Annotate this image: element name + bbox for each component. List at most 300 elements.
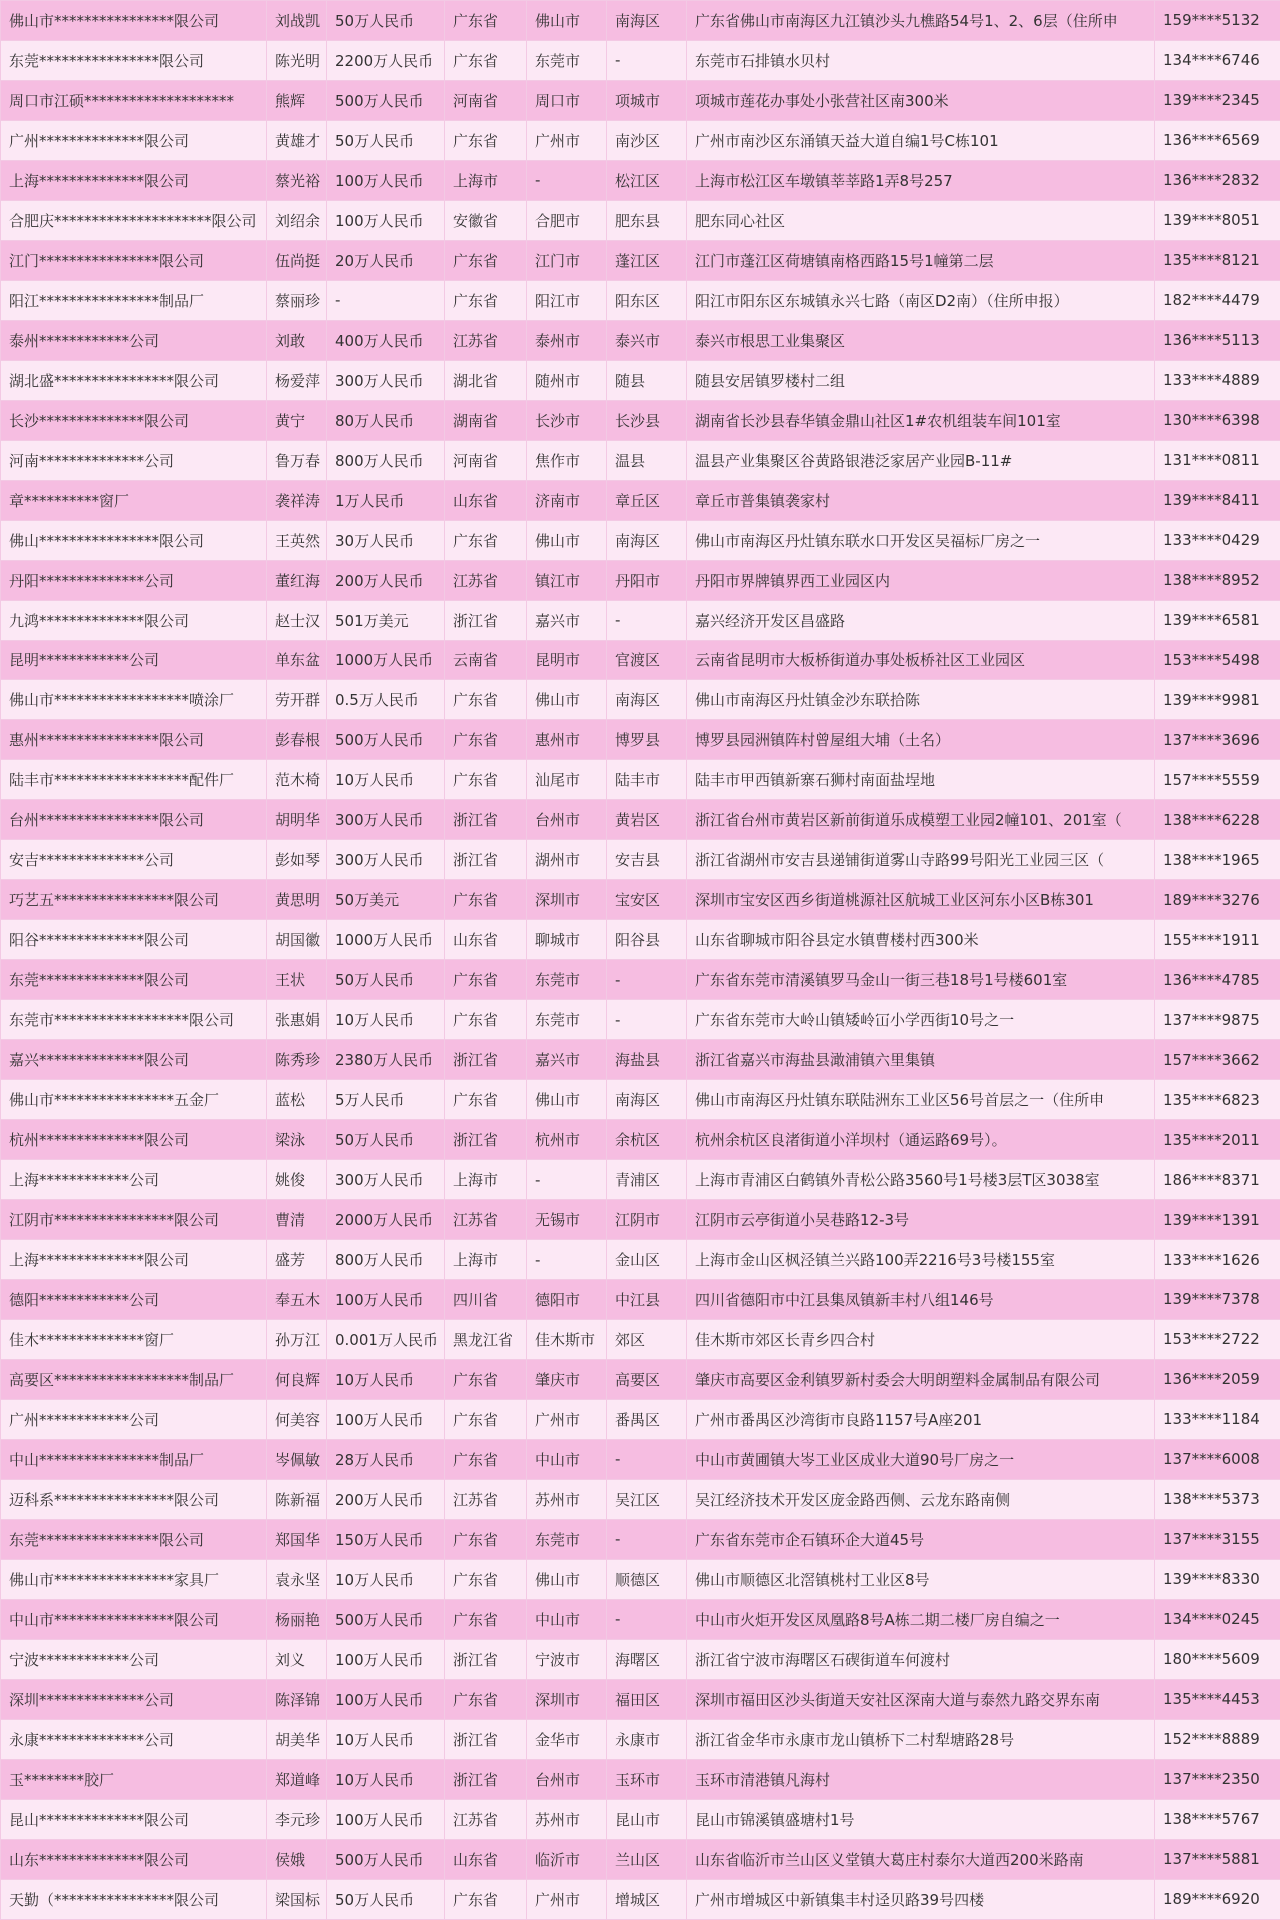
address-cell: 温县产业集聚区谷黄路银港泛家居产业园B-11# [687,440,1155,480]
registered-capital-cell: 5万人民币 [327,1080,445,1120]
province-cell: 广东省 [445,1519,527,1559]
legal-person-cell: 袁永坚 [267,1559,327,1599]
company-name-cell: 昆山**************限公司 [1,1799,267,1839]
district-cell: 中江县 [607,1280,687,1320]
district-cell: 永康市 [607,1719,687,1759]
district-cell: 长沙县 [607,400,687,440]
city-cell: 苏州市 [527,1479,607,1519]
address-cell: 广州市番禺区沙湾街市良路1157号A座201 [687,1399,1155,1439]
registered-capital-cell: - [327,280,445,320]
registered-capital-cell: 400万人民币 [327,320,445,360]
city-cell: 深圳市 [527,880,607,920]
province-cell: 广东省 [445,520,527,560]
district-cell: 温县 [607,440,687,480]
registered-capital-cell: 10万人民币 [327,1719,445,1759]
address-cell: 深圳市福田区沙头街道天安社区深南大道与泰然九路交界东南 [687,1679,1155,1719]
phone-cell: 135****2011 [1155,1120,1280,1160]
phone-cell: 139****1391 [1155,1200,1280,1240]
phone-cell: 189****6920 [1155,1879,1280,1919]
legal-person-cell: 黄宁 [267,400,327,440]
city-cell: 台州市 [527,800,607,840]
legal-person-cell: 杨丽艳 [267,1599,327,1639]
address-cell: 上海市金山区枫泾镇兰兴路100弄2216号3号楼155室 [687,1240,1155,1280]
province-cell: 浙江省 [445,1639,527,1679]
address-cell: 湖南省长沙县春华镇金鼎山社区1#农机组装车间101室 [687,400,1155,440]
province-cell: 广东省 [445,280,527,320]
province-cell: 广东省 [445,1399,527,1439]
table-row [1,520,1280,560]
registered-capital-cell: 28万人民币 [327,1439,445,1479]
province-cell: 上海市 [445,1160,527,1200]
city-cell: 聊城市 [527,920,607,960]
table-row [1,1240,1280,1280]
phone-cell: 139****9981 [1155,680,1280,720]
city-cell: 苏州市 [527,1799,607,1839]
legal-person-cell: 陈光明 [267,40,327,80]
company-name-cell: 佛山市******************喷涂厂 [1,680,267,720]
district-cell: 陆丰市 [607,760,687,800]
district-cell: 南海区 [607,680,687,720]
address-cell: 博罗县园洲镇阵村曾屋组大埔（土名） [687,720,1155,760]
district-cell: 海盐县 [607,1040,687,1080]
city-cell: 肇庆市 [527,1359,607,1399]
address-cell: 泰兴市根思工业集聚区 [687,320,1155,360]
province-cell: 黑龙江省 [445,1319,527,1359]
company-name-cell: 上海************公司 [1,1160,267,1200]
district-cell: - [607,1519,687,1559]
city-cell: 泰州市 [527,320,607,360]
province-cell: 安徽省 [445,200,527,240]
phone-cell: 138****5767 [1155,1799,1280,1839]
company-name-cell: 佛山市****************五金厂 [1,1080,267,1120]
registered-capital-cell: 50万人民币 [327,1120,445,1160]
registered-capital-cell: 100万人民币 [327,160,445,200]
table-row [1,1359,1280,1399]
address-cell: 佛山市顺德区北滘镇桃村工业区8号 [687,1559,1155,1599]
legal-person-cell: 陈秀珍 [267,1040,327,1080]
company-name-cell: 阳谷**************限公司 [1,920,267,960]
table-row [1,600,1280,640]
table-row [1,720,1280,760]
company-name-cell: 上海**************限公司 [1,160,267,200]
legal-person-cell: 单东盆 [267,640,327,680]
province-cell: 浙江省 [445,1719,527,1759]
address-cell: 深圳市宝安区西乡街道桃源社区航城工业区河东小区B栋301 [687,880,1155,920]
address-cell: 中山市火炬开发区凤凰路8号A栋二期二楼厂房自编之一 [687,1599,1155,1639]
registered-capital-cell: 300万人民币 [327,1160,445,1200]
legal-person-cell: 张惠娟 [267,1000,327,1040]
company-name-cell: 宁波************公司 [1,1639,267,1679]
table-row [1,1160,1280,1200]
company-name-cell: 佛山市****************限公司 [1,1,267,41]
registered-capital-cell: 200万人民币 [327,1479,445,1519]
address-cell: 山东省临沂市兰山区义堂镇大葛庄村泰尔大道西200米路南 [687,1839,1155,1879]
table-row [1,1319,1280,1359]
phone-cell: 131****0811 [1155,440,1280,480]
city-cell: 合肥市 [527,200,607,240]
phone-cell: 130****6398 [1155,400,1280,440]
company-name-cell: 中山****************制品厂 [1,1439,267,1479]
registered-capital-cell: 2200万人民币 [327,40,445,80]
address-cell: 上海市松江区车墩镇莘莘路1弄8号257 [687,160,1155,200]
city-cell: 深圳市 [527,1679,607,1719]
phone-cell: 186****8371 [1155,1160,1280,1200]
district-cell: 丹阳市 [607,560,687,600]
city-cell: - [527,1160,607,1200]
province-cell: 河南省 [445,80,527,120]
province-cell: 广东省 [445,120,527,160]
table-row [1,1599,1280,1639]
province-cell: 广东省 [445,1359,527,1399]
city-cell: 嘉兴市 [527,1040,607,1080]
province-cell: 广东省 [445,1599,527,1639]
phone-cell: 136****2059 [1155,1359,1280,1399]
phone-cell: 139****2345 [1155,80,1280,120]
district-cell: 吴江区 [607,1479,687,1519]
district-cell: 黄岩区 [607,800,687,840]
province-cell: 河南省 [445,440,527,480]
table-row [1,1040,1280,1080]
registered-capital-cell: 300万人民币 [327,800,445,840]
province-cell: 山东省 [445,480,527,520]
registered-capital-cell: 150万人民币 [327,1519,445,1559]
legal-person-cell: 何美容 [267,1399,327,1439]
phone-cell: 155****1911 [1155,920,1280,960]
district-cell: - [607,40,687,80]
legal-person-cell: 胡美华 [267,1719,327,1759]
table-row [1,640,1280,680]
registered-capital-cell: 500万人民币 [327,1599,445,1639]
province-cell: 浙江省 [445,800,527,840]
city-cell: 中山市 [527,1599,607,1639]
city-cell: 佛山市 [527,1559,607,1599]
district-cell: 玉环市 [607,1759,687,1799]
registered-capital-cell: 100万人民币 [327,1280,445,1320]
province-cell: 广东省 [445,1080,527,1120]
city-cell: 济南市 [527,480,607,520]
phone-cell: 153****5498 [1155,640,1280,680]
company-name-cell: 深圳**************公司 [1,1679,267,1719]
province-cell: 江苏省 [445,320,527,360]
address-cell: 嘉兴经济开发区昌盛路 [687,600,1155,640]
city-cell: 江门市 [527,240,607,280]
legal-person-cell: 何良辉 [267,1359,327,1399]
table-row [1,1839,1280,1879]
company-name-cell: 东莞****************限公司 [1,1519,267,1559]
province-cell: 广东省 [445,760,527,800]
phone-cell: 153****2722 [1155,1319,1280,1359]
district-cell: 顺德区 [607,1559,687,1599]
city-cell: 无锡市 [527,1200,607,1240]
district-cell: 随县 [607,360,687,400]
legal-person-cell: 劳开群 [267,680,327,720]
phone-cell: 137****6008 [1155,1439,1280,1479]
phone-cell: 138****5373 [1155,1479,1280,1519]
district-cell: 蓬江区 [607,240,687,280]
city-cell: 佛山市 [527,1,607,41]
phone-cell: 137****3696 [1155,720,1280,760]
company-name-cell: 山东**************限公司 [1,1839,267,1879]
registered-capital-cell: 10万人民币 [327,1000,445,1040]
province-cell: 浙江省 [445,1759,527,1799]
company-name-cell: 佛山****************限公司 [1,520,267,560]
district-cell: 金山区 [607,1240,687,1280]
city-cell: 随州市 [527,360,607,400]
district-cell: 泰兴市 [607,320,687,360]
province-cell: 四川省 [445,1280,527,1320]
registered-capital-cell: 500万人民币 [327,720,445,760]
company-name-cell: 中山市****************限公司 [1,1599,267,1639]
table-row [1,200,1280,240]
table-row [1,1639,1280,1679]
city-cell: 金华市 [527,1719,607,1759]
district-cell: 青浦区 [607,1160,687,1200]
company-name-cell: 东莞市******************限公司 [1,1000,267,1040]
phone-cell: 135****6823 [1155,1080,1280,1120]
legal-person-cell: 蔡丽珍 [267,280,327,320]
table-row [1,1200,1280,1240]
city-cell: 焦作市 [527,440,607,480]
legal-person-cell: 彭如琴 [267,840,327,880]
province-cell: 广东省 [445,40,527,80]
province-cell: 江苏省 [445,1479,527,1519]
registered-capital-cell: 20万人民币 [327,240,445,280]
company-name-cell: 玉********胶厂 [1,1759,267,1799]
company-name-cell: 高要区******************制品厂 [1,1359,267,1399]
phone-cell: 135****4453 [1155,1679,1280,1719]
legal-person-cell: 刘战凯 [267,1,327,41]
district-cell: - [607,1599,687,1639]
city-cell: 广州市 [527,120,607,160]
city-cell: 临沂市 [527,1839,607,1879]
legal-person-cell: 刘敢 [267,320,327,360]
registered-capital-cell: 2000万人民币 [327,1200,445,1240]
district-cell: 郊区 [607,1319,687,1359]
phone-cell: 152****8889 [1155,1719,1280,1759]
legal-person-cell: 董红海 [267,560,327,600]
table-body [1,1,1280,1920]
phone-cell: 136****6569 [1155,120,1280,160]
legal-person-cell: 陈泽锦 [267,1679,327,1719]
registered-capital-cell: 30万人民币 [327,520,445,560]
legal-person-cell: 袭祥涛 [267,480,327,520]
company-name-cell: 惠州****************限公司 [1,720,267,760]
province-cell: 江苏省 [445,560,527,600]
province-cell: 广东省 [445,240,527,280]
company-name-cell: 迈科系****************限公司 [1,1479,267,1519]
address-cell: 上海市青浦区白鹤镇外青松公路3560号1号楼3层T区3038室 [687,1160,1155,1200]
district-cell: 安吉县 [607,840,687,880]
phone-cell: 159****5132 [1155,1,1280,41]
city-cell: 东莞市 [527,40,607,80]
table-row [1,80,1280,120]
table-row [1,1000,1280,1040]
table-row [1,760,1280,800]
legal-person-cell: 王英然 [267,520,327,560]
city-cell: 镇江市 [527,560,607,600]
registered-capital-cell: 1万人民币 [327,480,445,520]
city-cell: 杭州市 [527,1120,607,1160]
phone-cell: 189****3276 [1155,880,1280,920]
province-cell: 广东省 [445,680,527,720]
phone-cell: 139****7378 [1155,1280,1280,1320]
phone-cell: 137****2350 [1155,1759,1280,1799]
district-cell: 肥东县 [607,200,687,240]
legal-person-cell: 王状 [267,960,327,1000]
province-cell: 浙江省 [445,1040,527,1080]
table-row [1,360,1280,400]
legal-person-cell: 刘义 [267,1639,327,1679]
district-cell: - [607,1000,687,1040]
province-cell: 湖南省 [445,400,527,440]
district-cell: 南海区 [607,1080,687,1120]
registered-capital-cell: 50万人民币 [327,120,445,160]
district-cell: 增城区 [607,1879,687,1919]
registered-capital-cell: 500万人民币 [327,1839,445,1879]
phone-cell: 139****6581 [1155,600,1280,640]
phone-cell: 134****6746 [1155,40,1280,80]
legal-person-cell: 刘绍余 [267,200,327,240]
phone-cell: 139****8330 [1155,1559,1280,1599]
phone-cell: 133****1184 [1155,1399,1280,1439]
legal-person-cell: 黄思明 [267,880,327,920]
table-row [1,1479,1280,1519]
company-name-cell: 丹阳**************公司 [1,560,267,600]
company-name-cell: 合肥庆*********************限公司 [1,200,267,240]
address-cell: 广州市南沙区东涌镇天益大道自编1号C栋101 [687,120,1155,160]
city-cell: 广州市 [527,1879,607,1919]
registered-capital-cell: 50万美元 [327,880,445,920]
city-cell: 东莞市 [527,1000,607,1040]
address-cell: 浙江省宁波市海曙区石碶街道车何渡村 [687,1639,1155,1679]
province-cell: 广东省 [445,960,527,1000]
company-name-cell: 湖北盛****************限公司 [1,360,267,400]
district-cell: 章丘区 [607,480,687,520]
province-cell: 浙江省 [445,840,527,880]
company-name-cell: 泰州************公司 [1,320,267,360]
phone-cell: 138****1965 [1155,840,1280,880]
address-cell: 丹阳市界牌镇界西工业园区内 [687,560,1155,600]
legal-person-cell: 奉五木 [267,1280,327,1320]
registered-capital-cell: 50万人民币 [327,960,445,1000]
phone-cell: 133****1626 [1155,1240,1280,1280]
legal-person-cell: 伍尚挺 [267,240,327,280]
phone-cell: 182****4479 [1155,280,1280,320]
registered-capital-cell: 800万人民币 [327,1240,445,1280]
legal-person-cell: 孙万江 [267,1319,327,1359]
registered-capital-cell: 100万人民币 [327,200,445,240]
phone-cell: 138****8952 [1155,560,1280,600]
phone-cell: 137****3155 [1155,1519,1280,1559]
company-name-cell: 东莞**************限公司 [1,960,267,1000]
legal-person-cell: 蓝松 [267,1080,327,1120]
table-row [1,1519,1280,1559]
city-cell: 惠州市 [527,720,607,760]
company-name-cell: 阳江****************制品厂 [1,280,267,320]
table-row [1,560,1280,600]
city-cell: 东莞市 [527,960,607,1000]
address-cell: 佛山市南海区丹灶镇东联水口开发区吴福标厂房之一 [687,520,1155,560]
city-cell: 东莞市 [527,1519,607,1559]
address-cell: 陆丰市甲西镇新寨石狮村南面盐埕地 [687,760,1155,800]
phone-cell: 133****4889 [1155,360,1280,400]
district-cell: 兰山区 [607,1839,687,1879]
company-name-cell: 章**********窗厂 [1,480,267,520]
phone-cell: 137****5881 [1155,1839,1280,1879]
city-cell: 广州市 [527,1399,607,1439]
address-cell: 项城市莲花办事处小张营社区南300米 [687,80,1155,120]
registered-capital-cell: 10万人民币 [327,760,445,800]
address-cell: 广东省东莞市企石镇环企大道45号 [687,1519,1155,1559]
legal-person-cell: 侯娥 [267,1839,327,1879]
address-cell: 中山市黄圃镇大岑工业区成业大道90号厂房之一 [687,1439,1155,1479]
district-cell: 项城市 [607,80,687,120]
legal-person-cell: 姚俊 [267,1160,327,1200]
registered-capital-cell: 50万人民币 [327,1,445,41]
address-cell: 杭州余杭区良渚街道小洋坝村（通运路69号）。 [687,1120,1155,1160]
legal-person-cell: 范木椅 [267,760,327,800]
company-name-cell: 佛山市****************家具厂 [1,1559,267,1599]
city-cell: 中山市 [527,1439,607,1479]
city-cell: 嘉兴市 [527,600,607,640]
address-cell: 山东省聊城市阳谷县定水镇曹楼村西300米 [687,920,1155,960]
registered-capital-cell: 800万人民币 [327,440,445,480]
company-name-cell: 佳木**************窗厂 [1,1319,267,1359]
district-cell: 阳东区 [607,280,687,320]
legal-person-cell: 黄雄才 [267,120,327,160]
table-row [1,40,1280,80]
city-cell: 德阳市 [527,1280,607,1320]
province-cell: 广东省 [445,1879,527,1919]
company-name-cell: 长沙**************限公司 [1,400,267,440]
table-row [1,960,1280,1000]
district-cell: - [607,960,687,1000]
company-name-cell: 嘉兴**************限公司 [1,1040,267,1080]
company-name-cell: 广州************公司 [1,1399,267,1439]
registered-capital-cell: 200万人民币 [327,560,445,600]
legal-person-cell: 鲁万春 [267,440,327,480]
address-cell: 浙江省嘉兴市海盐县澉浦镇六里集镇 [687,1040,1155,1080]
registered-capital-cell: 1000万人民币 [327,640,445,680]
legal-person-cell: 胡明华 [267,800,327,840]
phone-cell: 136****5113 [1155,320,1280,360]
address-cell: 佛山市南海区丹灶镇金沙东联拾陈 [687,680,1155,720]
district-cell: 官渡区 [607,640,687,680]
city-cell: 汕尾市 [527,760,607,800]
legal-person-cell: 杨爱萍 [267,360,327,400]
legal-person-cell: 梁泳 [267,1120,327,1160]
province-cell: 广东省 [445,1559,527,1599]
registered-capital-cell: 0.5万人民币 [327,680,445,720]
legal-person-cell: 赵士汉 [267,600,327,640]
registered-capital-cell: 50万人民币 [327,1879,445,1919]
table-row [1,440,1280,480]
address-cell: 四川省德阳市中江县集凤镇新丰村八组146号 [687,1280,1155,1320]
company-name-cell: 德阳************公司 [1,1280,267,1320]
legal-person-cell: 蔡光裕 [267,160,327,200]
address-cell: 阳江市阳东区东城镇永兴七路（南区D2南）（住所申报） [687,280,1155,320]
district-cell: 松江区 [607,160,687,200]
table-row [1,120,1280,160]
province-cell: 广东省 [445,1439,527,1479]
table-row [1,160,1280,200]
address-cell: 肥东同心社区 [687,200,1155,240]
district-cell: 余杭区 [607,1120,687,1160]
registered-capital-cell: 500万人民币 [327,80,445,120]
registered-capital-cell: 100万人民币 [327,1639,445,1679]
table-row [1,1719,1280,1759]
district-cell: 南海区 [607,520,687,560]
